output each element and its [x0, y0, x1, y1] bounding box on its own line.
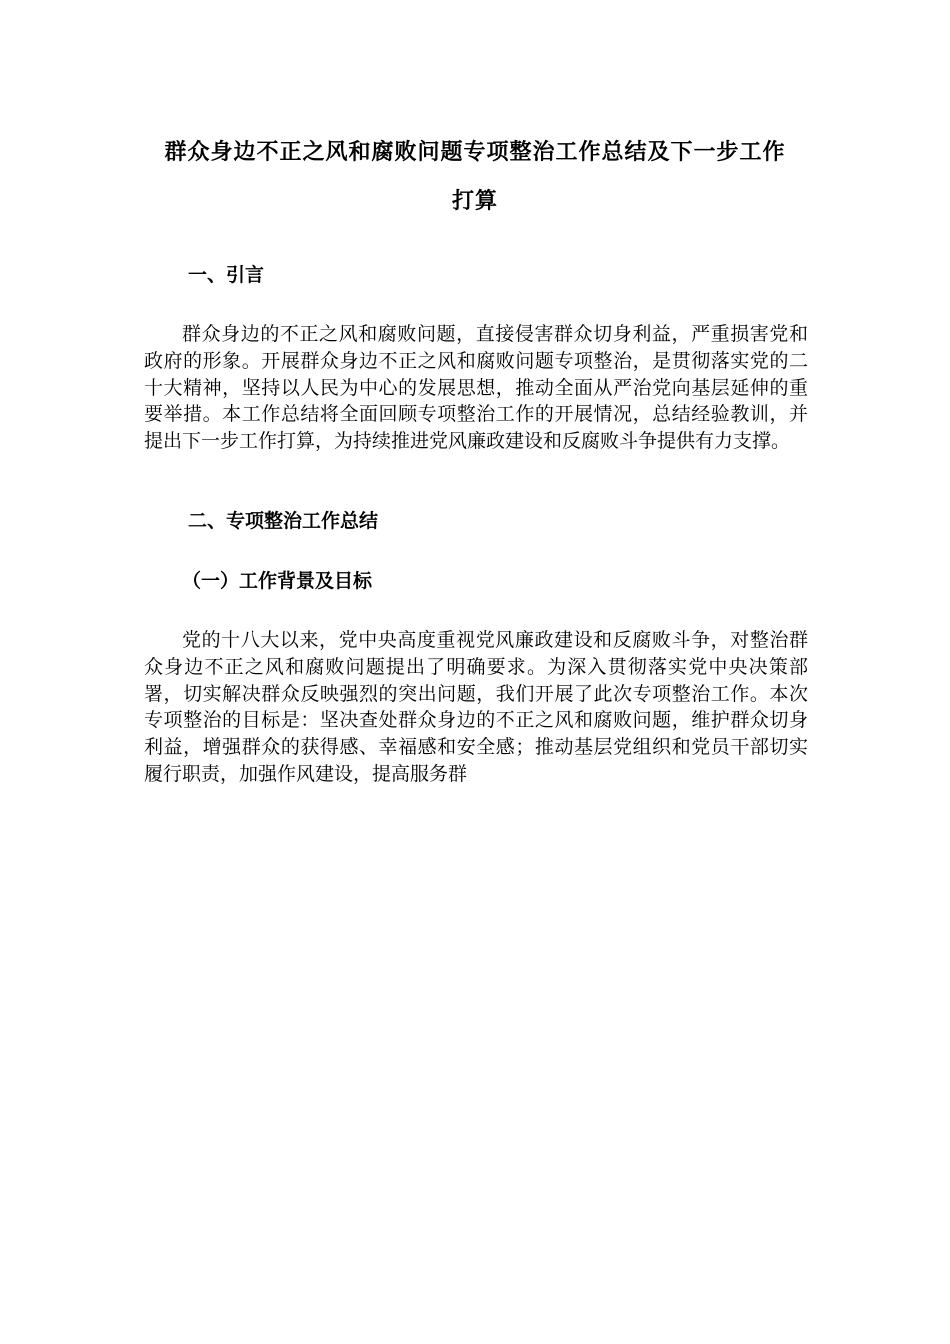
introduction-paragraph: 群众身边的不正之风和腐败问题，直接侵害群众切身利益，严重损害党和政府的形象。开展群众身边不正之风和腐败问题专项整治，是贯彻落实党的二十大精神，坚持以人民为中心的发展思想，推动全面从严治党向基层延伸的重要举措。本工作总结将全面回顾专项整治工作的开展情况，总结经验教训，并提出下一步工作打算，为持续推进党风廉政建设和反腐败斗争提供有力支撑。 — [144, 323, 808, 453]
background-paragraph: 党的十八大以来，党中央高度重视党风廉政建设和反腐败斗争，对整治群众身边不正之风和腐败问题提出了明确要求。为深入贯彻落实党中央决策部署，切实解决群众反映强烈的突出问题，我们开展了此次专项整治工作。本次专项整治的目标是：坚决查处群众身边的不正之风和腐败问题，维护群众切身利益，增强群众的获得感、幸福感和安全感；推动基层党组织和党员干部切实履行职责，加强作风建设，提高服务群 — [144, 629, 808, 785]
subsection-heading-background: （一）工作背景及目标 — [182, 570, 373, 592]
document-title-line-1: 群众身边不正之风和腐败问题专项整治工作总结及下一步工作 — [164, 139, 786, 165]
section-heading-introduction: 一、引言 — [188, 264, 265, 286]
section-heading-summary: 二、专项整治工作总结 — [188, 510, 379, 532]
document-title-line-2: 打算 — [451, 188, 498, 214]
